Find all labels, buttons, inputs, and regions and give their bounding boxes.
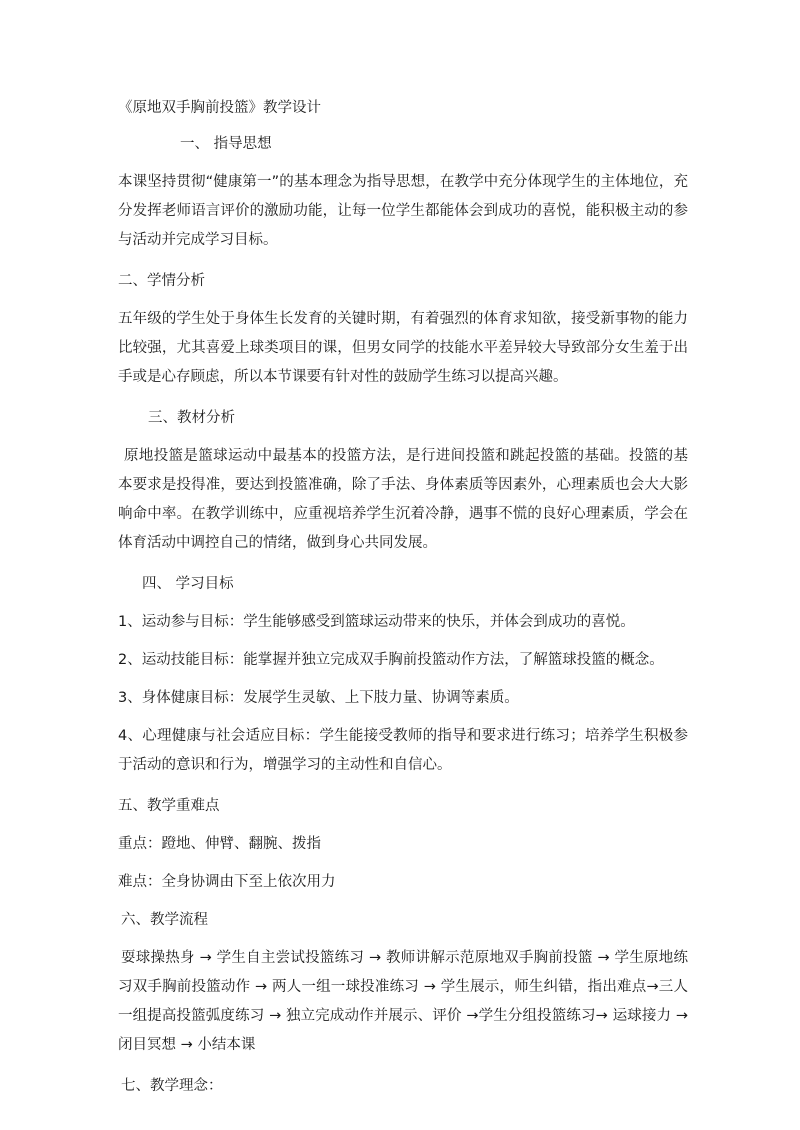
section-body-material xyxy=(118,442,688,558)
goal-item: 1、运动参与目标：学生能够感受到篮球运动带来的快乐，并体会到成功的喜悦。 xyxy=(118,614,635,630)
document-content xyxy=(118,94,688,1110)
section-body-guiding: 本课坚持贯彻“健康第一”的基本理念为指导思想，在教学中充分体现学生的主体地位，充分发挥老师语言评价的激励功能，让每一位学生都能体会到成功的喜悦，能积极主动的参与活动并完成学习目标。 xyxy=(118,174,688,248)
section-heading-process: 六、教学流程 xyxy=(121,912,208,928)
goal-item: 3、身体健康目标：发展学生灵敏、上下肢力量、协调等素质。 xyxy=(118,690,519,706)
goal-item: 4、心理健康与社会适应目标：学生能接受教师的指导和要求进行练习；培养学生积极参于活动的意识和行为，增强学习的主动性和自信心。 xyxy=(118,728,688,773)
goal-item: 2、运动技能目标：能掌握并独立完成双手胸前投篮动作方法，了解篮球投篮的概念。 xyxy=(118,652,664,668)
document-title: 《原地双手胸前投篮》教学设计 xyxy=(118,100,321,116)
section-heading-students: 二、学情分析 xyxy=(118,273,205,289)
difficult-point-text: 难点：全身协调由下至上依次用力 xyxy=(118,874,336,890)
process-flow-text xyxy=(118,944,688,1060)
section-heading-keypoints: 五、教学重难点 xyxy=(118,798,220,814)
key-point-text: 重点：蹬地、伸臂、翻腕、拨指 xyxy=(118,836,321,852)
section-heading-material: 三、教材分析 xyxy=(148,410,235,426)
material-body-text: 原地投篮是篮球运动中最基本的投篮方法，是行进间投篮和跳起投篮的基础。投篮的基本要求是投得准，要达到投篮准确，除了手法、身体素质等因素外，心理素质也会大大影响命中率。在教学训练中，应重视培养学生沉着冷静，遇事不慌的良好心理素质，学会在体育活动中调控自己的情绪，做到身心共同发展。 xyxy=(118,448,688,551)
section-heading-philosophy: 七、教学理念： xyxy=(121,1078,223,1094)
section-heading-guiding: 一、 指导思想 xyxy=(180,136,272,152)
section-heading-goals: 四、 学习目标 xyxy=(142,576,234,592)
section-body-students: 五年级的学生处于身体生长发育的关键时期，有着强烈的体育求知欲，接受新事物的能力比较强，尤其喜爱上球类项目的课，但男女同学的技能水平差异较大导致部分女生羞于出手或是心存顾虑，所以本节课要有针对性的鼓励学生练习以提高兴趣。 xyxy=(118,311,688,385)
process-flow-body: 耍球操热身 → 学生自主尝试投篮练习 → 教师讲解示范原地双手胸前投篮 → 学生原地练习双手胸前投篮动作 → 两人一组一球投准练习 → 学生展示，师生纠错，指出难点→三人一组提高投篮弧度练习 → 独立完成动作并展示、评价 →学生分组投篮练习→ 运球接力 → 闭目冥想 → 小结本课 xyxy=(118,950,688,1053)
